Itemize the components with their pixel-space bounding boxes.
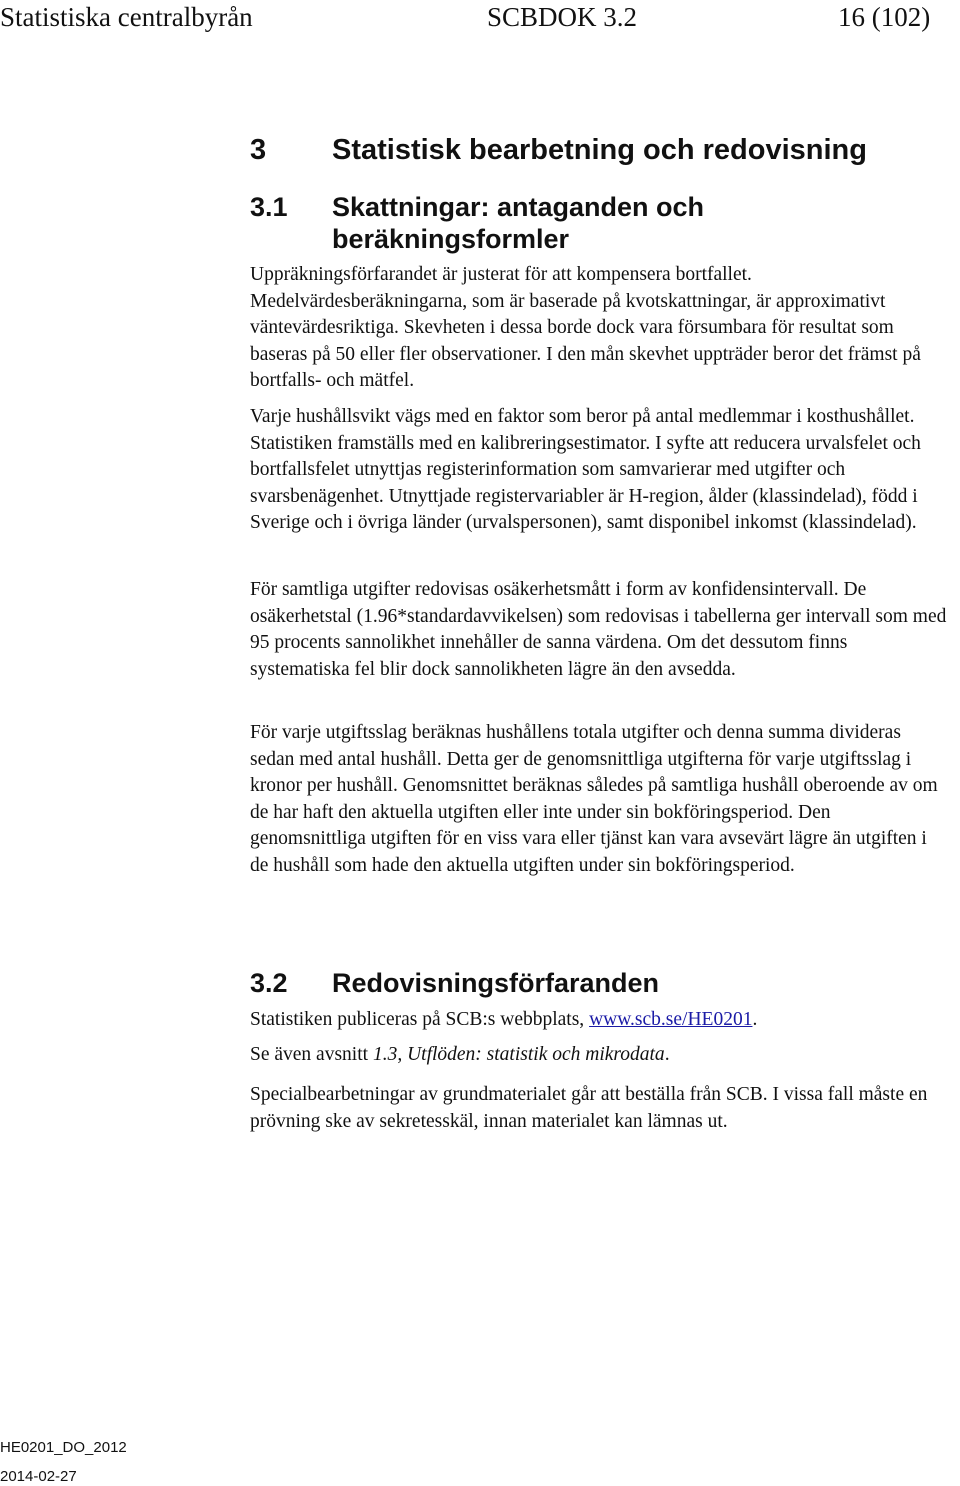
section-reference: 1.3, Utflöden: statistik och mikrodata — [372, 1044, 665, 1065]
see-also-text-end: . — [664, 1044, 670, 1065]
page-header — [0, 0, 960, 40]
subsection-number: 3.2 — [250, 968, 288, 998]
paragraph-publication — [250, 1007, 950, 1034]
subsection-heading-3-1 — [250, 191, 704, 255]
footer-date: 2014-02-27 — [0, 1468, 77, 1485]
see-also-text: Se även avsnitt — [250, 1044, 373, 1065]
subsection-heading-3-2 — [250, 967, 659, 999]
paragraph-special-processing: Specialbearbetningar av grundmaterialet går att beställa från SCB. I vissa fall måste en prövning ske av sekretesskäl, innan materialet kan lämnas ut. — [250, 1084, 928, 1132]
section-number: 3 — [250, 134, 267, 166]
paragraph-weighting: Varje hushållsvikt vägs med en faktor som beror på antal medlemmar i kosthushållet. Statistiken framställs med en kalibreringsestimator. I syfte att reducera urvalsfelet och bortfallsfelet utnyttjas registerinformation som samvarierar med utgifter och svarsbenägenhet. Utnyttjade registervariabler är H-region, ålder (klassindelad), född i Sverige och i övriga länder (urvalspersonen), samt disponibel inkomst (klassindelad). — [250, 406, 921, 533]
publication-text-end: . — [752, 1009, 758, 1030]
page-number: 16 (102) — [838, 2, 931, 32]
publication-text: Statistiken publiceras på SCB:s webbplats, — [250, 1009, 590, 1030]
subsection-number: 3.1 — [250, 192, 288, 222]
scb-web-link[interactable]: www.scb.se/HE0201 — [589, 1009, 753, 1030]
organization-name: Statistiska centralbyrån — [0, 2, 253, 32]
subsection-title: Redovisningsförfaranden — [332, 968, 660, 998]
paragraph-averages: För varje utgiftsslag beräknas hushållens totala utgifter och denna summa divideras sedan med antal hushåll. Detta ger de genomsnittliga utgifterna för varje utgiftsslag i kronor per hushåll. Genomsnittet beräknas således på samtliga hushåll oberoende av om de har haft den aktuella utgiften eller inte under sin bokföringsperiod. Den genomsnittliga utgiften för en viss vara eller tjänst kan vara avsevärt lägre än utgiften i de hushåll som hade den aktuella utgiften under sin bokföringsperiod. — [250, 722, 938, 876]
paragraph-see-also — [250, 1042, 950, 1069]
paragraph-confidence: För samtliga utgifter redovisas osäkerhetsmått i form av konfidensintervall. De osäkerhetstal (1.96*standardavvikelsen) som redovisas i tabellerna ger intervall som med 95 procents sannolikhet innehåller de sanna värdena. Om det dessutom finns systematiska fel blir dock sannolikheten lägre än den avsedda. — [250, 579, 947, 680]
document-id: SCBDOK 3.2 — [487, 2, 638, 32]
section-title: Statistisk bearbetning och redovisning — [332, 134, 867, 166]
subsection-title-line-1: Skattningar: antaganden och — [332, 192, 705, 222]
section-heading — [250, 133, 867, 167]
subsection-title-line-2: beräkningsformler — [332, 224, 570, 254]
footer-document-code: HE0201_DO_2012 — [0, 1439, 127, 1456]
paragraph-estimation: Uppräkningsförfarandet är justerat för att kompensera bortfallet. Medelvärdesberäkningarna, som är baserade på kvotskattningar, är approximativt väntevärdesriktiga. Skevheten i dessa borde dock vara försumbara för resultat som baseras på 50 eller fler observationer. I den mån skevhet uppträder beror det främst på bortfalls- och mätfel. — [250, 264, 921, 391]
